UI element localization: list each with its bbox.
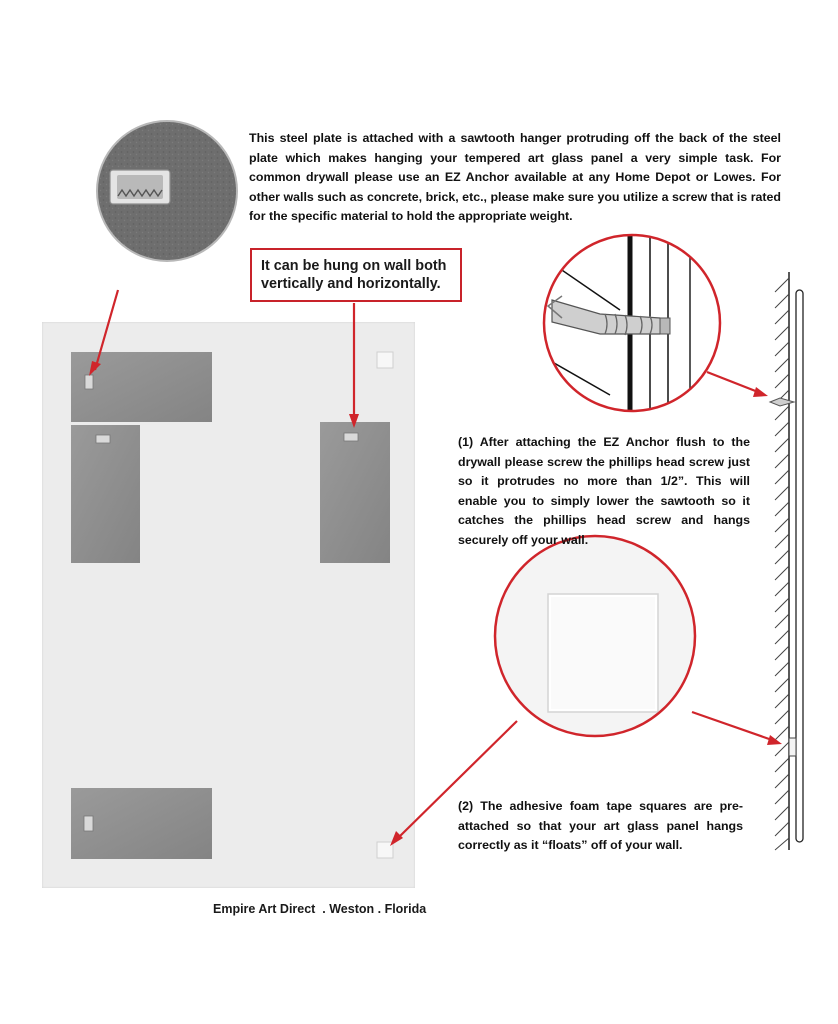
orientation-callout-box: It can be hung on wall both vertically and horizontally. <box>250 248 462 302</box>
steel-plate-right-vertical <box>320 422 390 563</box>
magnified-foam-circle <box>495 536 695 736</box>
step-1-instructions: (1) After attaching the EZ Anchor flush to the drywall please screw the phillips head screw just so it protrudes no more than 1/2”. This will enable you to simply lower the sawtooth so it catches the phillips head screw and hangs securely off your wall. <box>458 435 750 547</box>
intro-paragraph: This steel plate is attached with a sawtooth hanger protruding off the back of the steel plate which makes hanging your tempered art glass panel a very simple task. For common drywall please use an EZ Anchor available at any Home Depot or Lowes. For other walls such as concrete, brick, etc., please make sure you utilize a screw that is rated for the specific material to hold the appropriate weight. <box>249 131 781 224</box>
steel-plate-left-vertical <box>71 425 140 563</box>
magnified-sawtooth-circle <box>90 115 250 275</box>
ez-anchor-screw-icon <box>540 230 720 415</box>
wall-cross-section-icon <box>770 272 803 850</box>
step-2-instructions: (2) The adhesive foam tape squares are pre-attached so that your art glass panel hangs correctly as it “floats” off of your wall. <box>458 799 743 853</box>
company-footer: Empire Art Direct . Weston . Florida <box>213 902 427 916</box>
